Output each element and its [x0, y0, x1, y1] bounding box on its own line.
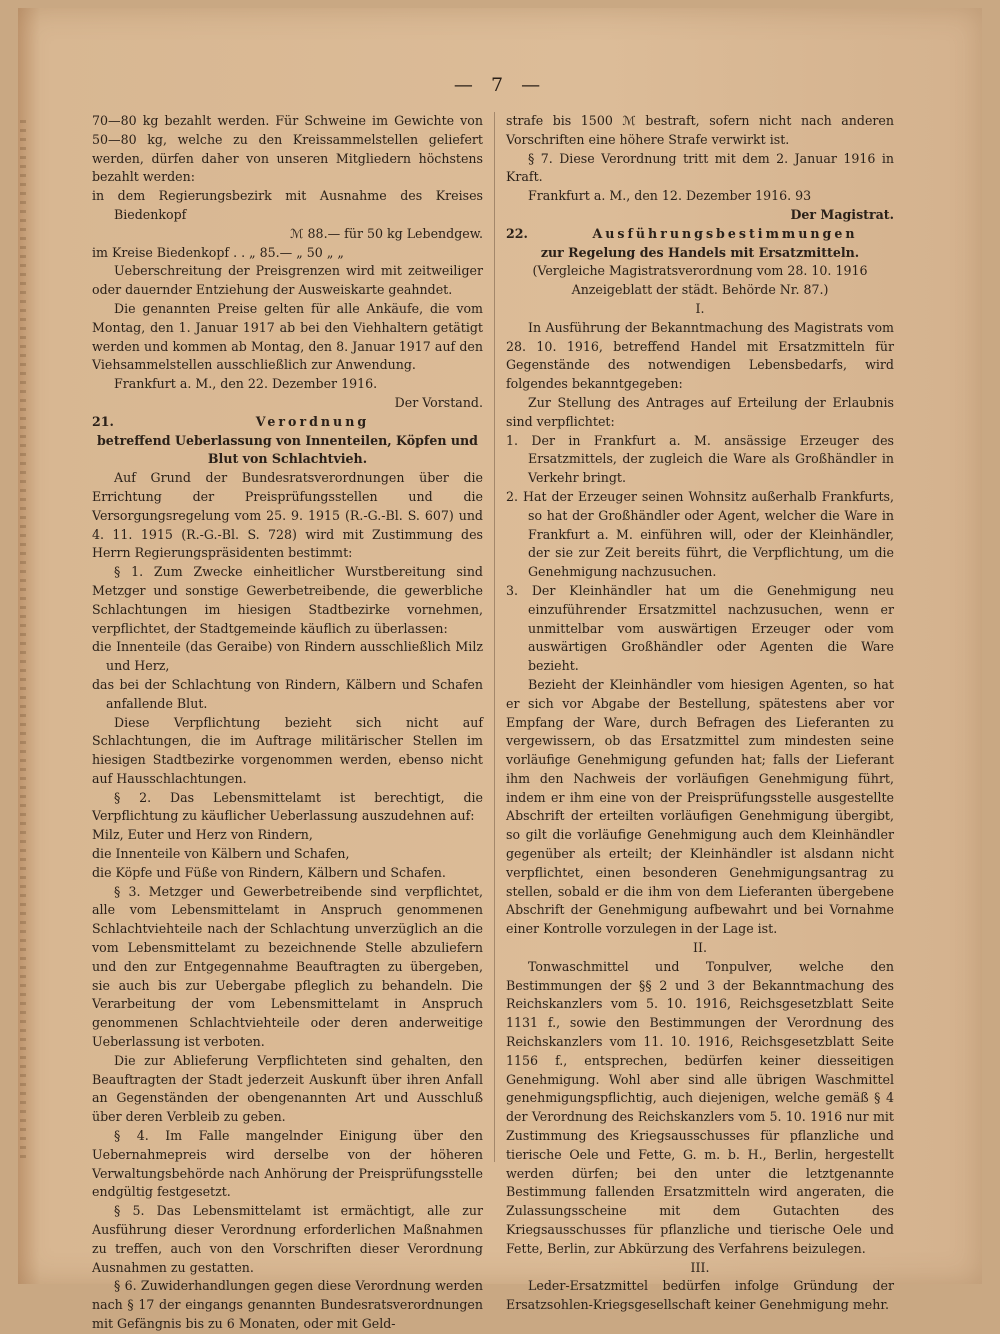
left-p21: § 5. Das Lebensmittelamt ist ermächtigt, alle zur Ausführung dieser Verordnung erforderlichen Maßnahmen zu treffen, auch von den Vorschriften dieser Verordnung Ausnahmen zu gestatten. [92, 1203, 483, 1275]
left-column [92, 112, 483, 1334]
left-p7: Frankfurt a. M., den 22. Dezember 1916. [114, 376, 378, 392]
right-p9: Leder-Ersatzmittel bedürfen infolge Gründung der Ersatzsohlen-Kriegsgesellschaft keiner Genehmigung mehr. [506, 1278, 894, 1313]
left-p16: die Innenteile von Kälbern und Schafen, [92, 846, 350, 862]
right-heading-number: 22. [506, 225, 528, 241]
left-p11: die Innenteile (das Geraibe) von Rindern ausschließlich Milz und Herz, [92, 639, 483, 674]
right-p2: § 7. Diese Verordnung tritt mit dem 2. Januar 1916 in Kraft. [506, 150, 894, 185]
left-heading-number: 21. [92, 413, 114, 429]
right-item-3: 3. Der Kleinhändler hat um die Genehmigung neu einzuführender Ersatzmittel nachzusuchen, wenn er unmittelbar vom auswärtigen Erzeuger oder vom auswärtigen Großhändler oder Agenten die Ware bezieht. [506, 582, 894, 674]
right-section-2: II. [693, 940, 707, 956]
left-heading [92, 413, 483, 432]
left-p15: Milz, Euter und Herz von Rindern, [92, 827, 313, 843]
left-p14: § 2. Das Lebensmittelamt ist berechtigt, die Verpflichtung zu käuflicher Ueberlassung auszudehnen auf: [92, 789, 483, 824]
left-heading-title: Verordnung [255, 413, 370, 429]
left-p17: die Köpfe und Füße von Rindern, Kälbern und Schafen. [92, 864, 446, 880]
left-p13: Diese Verpflichtung bezieht sich nicht auf Schlachtungen, die im Auftrage militärischer Stellen im hiesigen Stadtbezirke vorgenommen werden, ebenso nicht auf Hausschlachtungen. [92, 714, 483, 786]
right-item-1: 1. Der in Frankfurt a. M. ansässige Erzeuger des Ersatzmittels, der zugleich die Ware als Großhändler in Verkehr bringt. [506, 432, 894, 486]
left-heading-sub: betreffend Ueberlassung von Innenteilen, Köpfen und Blut von Schlachtvieh. [97, 432, 478, 467]
right-column [506, 112, 894, 1315]
right-heading-title: Ausführungsbestimmungen [592, 225, 858, 241]
left-p19: Die zur Ablieferung Verpflichteten sind gehalten, den Beauftragten der Stadt jederzeit Auskunft über ihren Anfall an Gegenständen der obengenannten Art und Ausschluß über deren Verbleib zu geben. [92, 1052, 483, 1125]
right-p6: Zur Stellung des Antrages auf Erteilung der Erlaubnis sind verpflichtet: [506, 394, 894, 429]
right-p8: Tonwaschmittel und Tonpulver, welche den Bestimmungen der §§ 2 und 3 der Bekanntmachung des Reichskanzlers vom 5. 10. 1916, Reichsgesetzblatt Seite 1131 f., sowie den Bestimmungen der Verordnung des Reichskanzlers vom 11. 10. 1916, Reichsgesetzblatt Seite 1156 f., entsprechen, bedürfen keiner diesseitigen Genehmigung. Wohl aber sind alle übrigen Waschmittel genehmigungspflichtig, auch diejenigen, welche gemäß § 4 der Verordnung des Reichskanzlers vom 5. 10. 1916 nur mit Zustimmung des Kriegsausschusses für pflanzliche und tierische Oele und Fette, G. m. b. H., Berlin, hergestellt werden dürfen; bei den unter die letztgenannte Bestimmung fallenden Ersatzmitteln wird angeraten, die Zulassungsscheine mit dem Gutachten des Kriegsausschusses für pflanzliche und tierische Oele und Fette, Berlin, zur Abkürzung des Verfahrens beizulegen. [506, 958, 894, 1256]
left-p2: in dem Regierungsbezirk mit Ausnahme des Kreises Biedenkopf [92, 188, 483, 222]
left-p8: Der Vorstand. [394, 394, 483, 410]
page-number: — 7 — [453, 74, 547, 96]
left-p3: ℳ 88.— für 50 kg Lebendgew. [290, 225, 483, 241]
right-p1: strafe bis 1500 ℳ bestraft, sofern nicht nach anderen Vorschriften eine höhere Strafe verwirkt ist. [506, 113, 894, 147]
left-p5: Ueberschreitung der Preisgrenzen wird mit zeitweiliger oder dauernder Entziehung der Ausweiskarte geahndet. [92, 263, 483, 298]
left-p6: Die genannten Preise gelten für alle Ankäufe, die vom Montag, den 1. Januar 1917 ab bei den Viehhaltern getätigt werden und kommen ab Montag, den 8. Januar 1917 auf den Viehsammelstellen ausschließlich zur Anwendung. [92, 300, 483, 373]
right-p3: Frankfurt a. M., den 12. Dezember 1916. 93 [528, 188, 812, 204]
left-p12: das bei der Schlachtung von Rindern, Kälbern und Schafen anfallende Blut. [92, 676, 483, 711]
binding-edge [20, 120, 26, 1160]
left-p9: Auf Grund der Bundesratsverordnungen über die Errichtung der Preisprüfungsstellen und die Versorgungsregelung vom 25. 9. 1915 (R.-G.-Bl. S. 607) und 4. 11. 1915 (R.-G.-Bl. S. 728) wird mit Zustimmung des Herrn Regierungspräsidenten bestimmt: [92, 470, 483, 561]
left-p22: § 6. Zuwiderhandlungen gegen diese Verordnung werden nach § 17 der eingangs genannten Bundesratsverordnungen mit Gefängnis bis zu 6 Monaten, oder mit Geld- [92, 1278, 483, 1331]
left-p20: § 4. Im Falle mangelnder Einigung über den Uebernahmepreis wird derselbe von der höheren Verwaltungsbehörde nach Anhörung der Preisprüfungsstelle endgültig festgesetzt. [92, 1128, 483, 1200]
right-p7: Bezieht der Kleinhändler vom hiesigen Agenten, so hat er sich vor Abgabe der Bestellung, spätestens aber vor Empfang der Ware, durch Befragen des Lieferanten zu vergewissern, ob das Ersatzmittel zum mindesten seine vorläufige Genehmigung gefunden hat; falls der Lieferant ihm den Nachweis der vorläufigen Genehmigung führt, indem er ihm eine von der Preisprüfungsstelle ausgestellte Abschrift der erteilten vorläufigen Genehmigung übergibt, so gilt die vorläufige Genehmigung auch dem Kleinhändler gegenüber als erteilt; der Kleinhändler ist alsdann nicht verpflichtet, einen besonderen Genehmigungsantrag zu stellen, sobald er die ihm von dem Lieferanten übergebene Abschrift der Genehmigung aufbewahrt und bei Vornahme einer Kontrolle vorzulegen in der Lage ist. [506, 676, 894, 937]
right-item-2: 2. Hat der Erzeuger seinen Wohnsitz außerhalb Frankfurts, so hat der Großhändler oder Agent, welcher die Ware in Frankfurt a. M. einführen will, oder der Kleinhändler, der sie zur Zeit bereits führt, die Verpflichtung, um die Genehmigung nachzusuchen. [506, 488, 894, 580]
right-p4: Der Magistrat. [790, 206, 894, 222]
right-heading-ref: (Vergleiche Magistratsverordnung vom 28. 10. 1916 Anzeigeblatt der städt. Behörde Nr. 87.) [532, 263, 868, 298]
right-section-1: I. [695, 300, 705, 316]
right-heading-sub: zur Regelung des Handels mit Ersatzmitteln. [540, 244, 860, 260]
left-p1: 70—80 kg bezahlt werden. Für Schweine im Gewichte von 50—80 kg, welche zu den Kreissammelstellen geliefert werden, dürfen daher von unseren Mitgliedern höchstens bezahlt werden: [92, 113, 483, 185]
right-p5: In Ausführung der Bekanntmachung des Magistrats vom 28. 10. 1916, betreffend Handel mit Ersatzmitteln für Gegenstände des notwendigen Lebensbedarfs, wird folgendes bekanntgegeben: [506, 319, 894, 392]
right-heading [506, 225, 894, 244]
left-p10: § 1. Zum Zwecke einheitlicher Wurstbereitung sind Metzger und sonstige Gewerbetreibende, die gewerbliche Schlachtungen im hiesigen Stadtbezirke vornehmen, verpflichtet, der Stadtgemeinde käuflich zu überlassen: [92, 564, 483, 636]
left-p4: im Kreise Biedenkopf . . „ 85.— „ 50 „ „ [92, 244, 344, 260]
right-section-3: III. [690, 1259, 710, 1275]
column-divider [494, 112, 495, 1162]
left-p18: § 3. Metzger und Gewerbetreibende sind verpflichtet, alle vom Lebensmittelamt in Anspruch genommenen Schlachtviehteile nach der Schlachtung unverzüglich an die vom Lebensmittelamt zu bezeichnende Stelle abzuliefern und den zur Entgegennahme Beauftragten zu übergeben, sie auch bis zur Uebergabe pfleglich zu behandeln. Die Verarbeitung der vom Lebensmittelamt in Anspruch genommenen Schlachtviehteile oder deren anderweitige Ueberlassung ist verboten. [92, 883, 483, 1050]
